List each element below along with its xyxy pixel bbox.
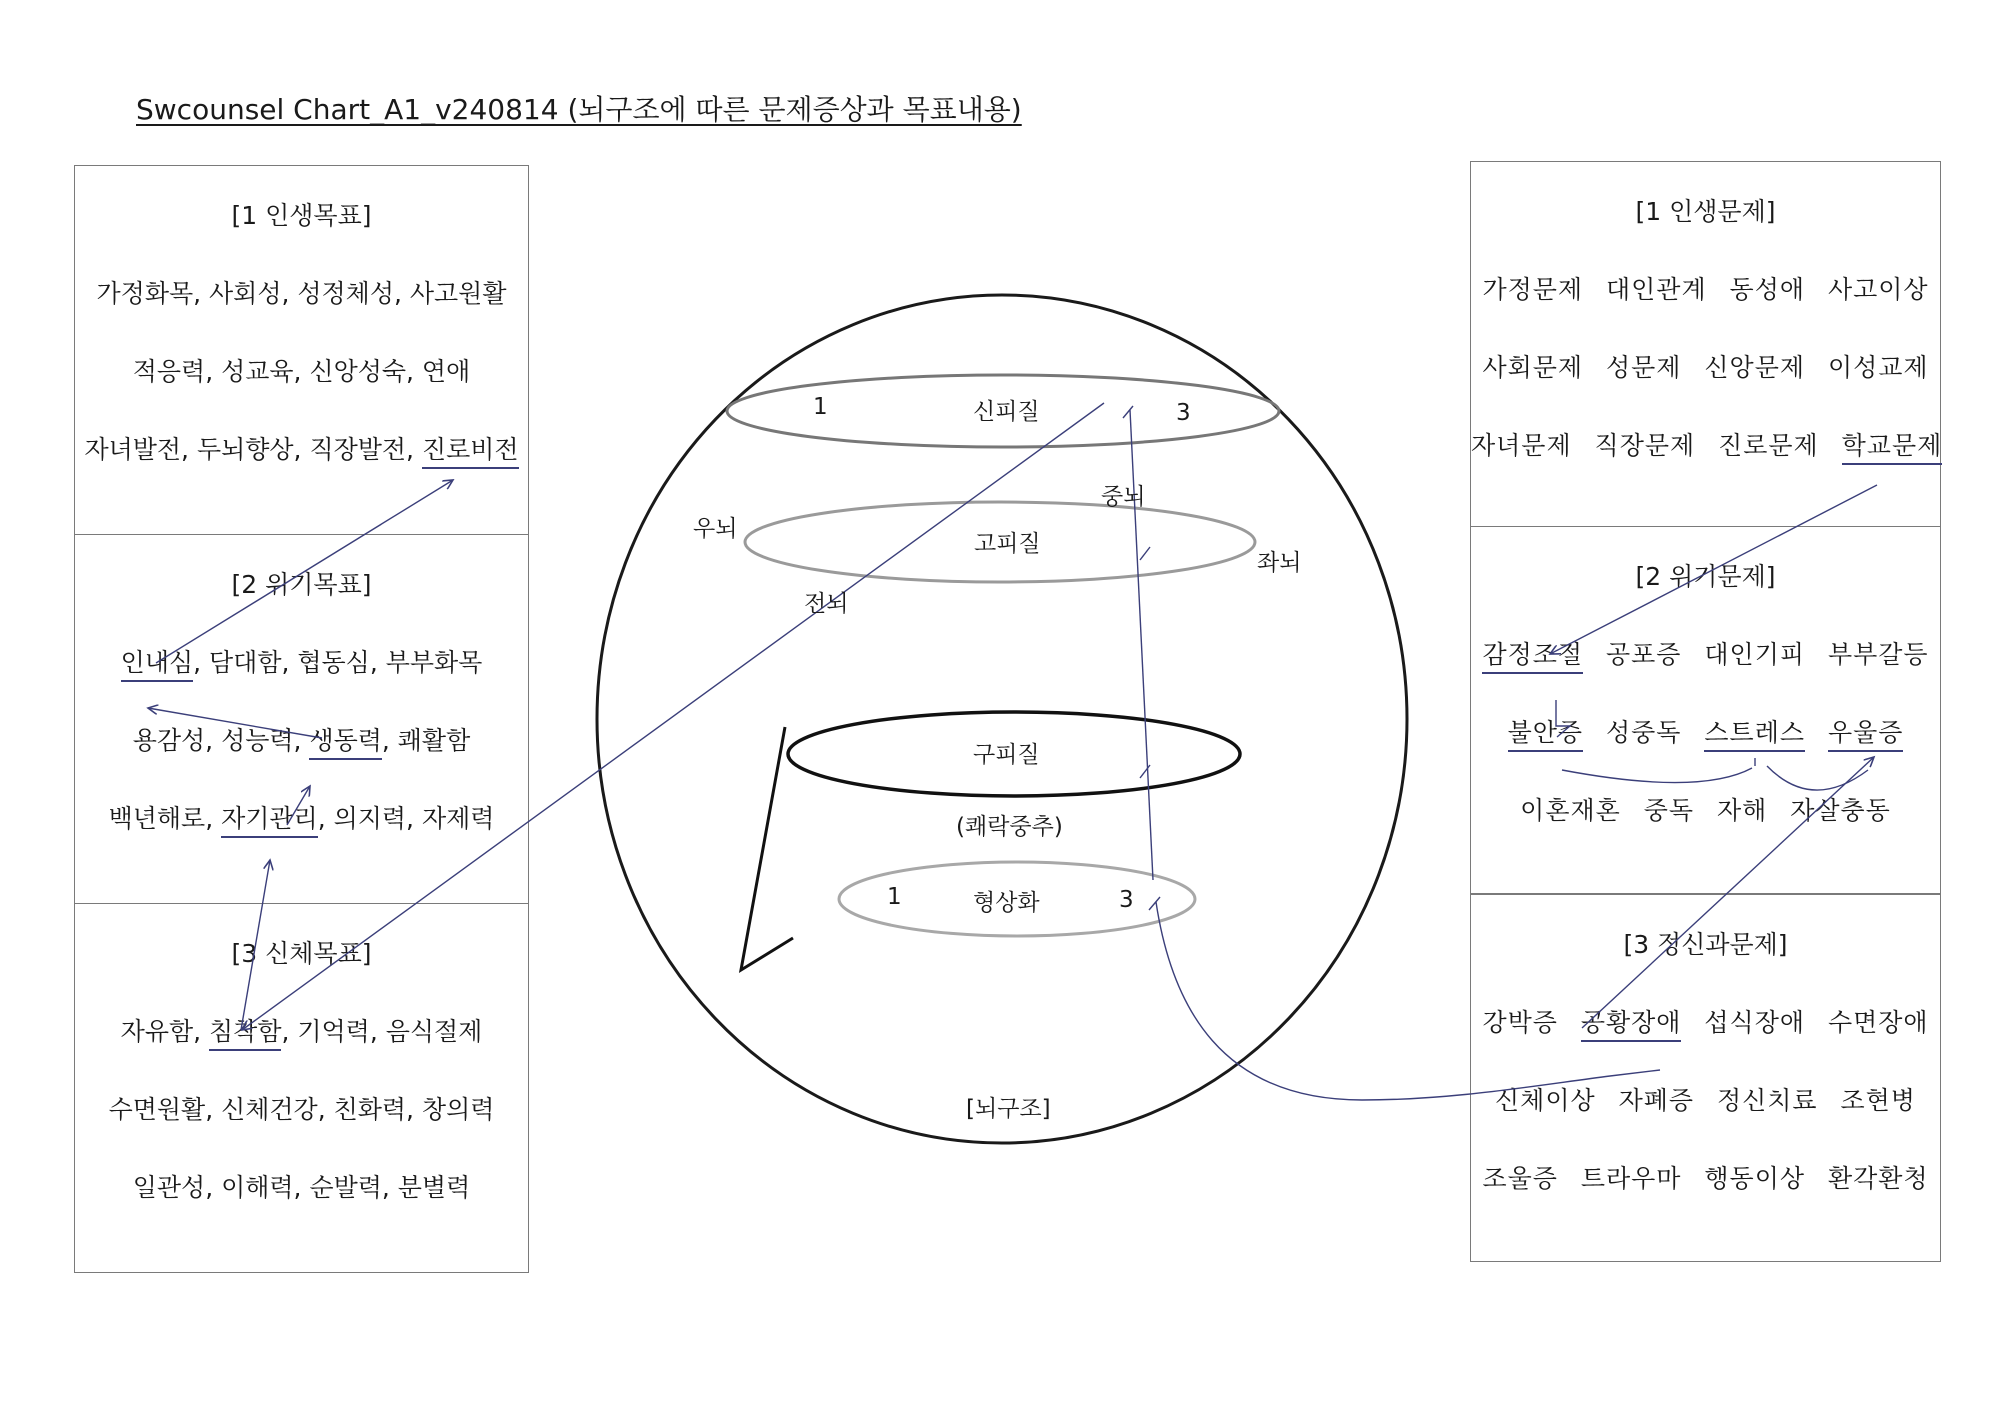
- vertical-link-tick: [1123, 406, 1133, 418]
- text-segment: , 기억력, 음식절제: [281, 1017, 483, 1046]
- vitality-to-patience-arrow: [148, 708, 322, 738]
- midbrain-label: 중뇌: [1101, 484, 1146, 510]
- underlined-keyword: 공황장애: [1581, 1008, 1682, 1042]
- paleocortex-label: 고피질: [974, 531, 1041, 557]
- underlined-keyword: 인내심: [121, 648, 193, 682]
- stress-depression-curve: [1767, 766, 1868, 790]
- panic-to-depression-arrow: [1582, 757, 1874, 1028]
- text-segment: 일관성, 이해력, 순발력, 분별력: [132, 1173, 471, 1202]
- text-segment: 자녀문제 직장문제 진로문제: [1471, 431, 1842, 460]
- imaging-bracket-stroke: [741, 727, 793, 970]
- imaging-num-right: 3: [1119, 887, 1134, 913]
- underlined-keyword: 감정조절: [1482, 640, 1583, 674]
- underlined-keyword: 불안증: [1508, 718, 1583, 752]
- underlined-keyword: 학교문제: [1842, 431, 1943, 465]
- calmness-to-selfcare-arrow: [241, 860, 270, 1030]
- neo-num-right: 3: [1176, 400, 1191, 426]
- emotion-to-anxiety-link: [1556, 700, 1570, 737]
- neocortex-label: 신피질: [973, 399, 1040, 425]
- neo-num-left: 1: [813, 394, 828, 420]
- forebrain-label: 전뇌: [804, 591, 849, 617]
- text-segment: , 의지력, 자제력: [317, 804, 495, 833]
- text-segment: 사회문제 성문제 신앙문제 이성교제: [1482, 353, 1929, 382]
- underlined-keyword: 자기관리: [221, 804, 318, 838]
- text-segment: 섭식장애 수면장애: [1681, 1008, 1929, 1037]
- underlined-keyword: 스트레스: [1704, 718, 1805, 752]
- anxiety-stress-curve: [1562, 768, 1752, 783]
- life-goals-heading: [1 인생목표]: [231, 201, 372, 230]
- text-segment: 강박증: [1482, 1008, 1581, 1037]
- right-brain-label: 우뇌: [693, 516, 738, 542]
- text-segment: 조울증 트라우마 행동이상 환각환청: [1482, 1164, 1929, 1193]
- underlined-keyword: 침착함: [209, 1017, 281, 1051]
- archicortex-label: 구피질: [973, 742, 1040, 768]
- underlined-keyword: 생동력: [309, 726, 381, 760]
- brain-structure-caption: [뇌구조]: [966, 1096, 1051, 1122]
- text-segment: , 담대함, 협동심, 부부화목: [193, 648, 483, 677]
- left-brain-label: 좌뇌: [1257, 550, 1302, 576]
- text-segment: 백년해로,: [108, 804, 222, 833]
- imaging-to-panic-curve: [1156, 902, 1660, 1100]
- pleasure-center-label: (쾌락중추): [956, 814, 1063, 840]
- text-segment: 이혼재혼 중독 자해 자살충동: [1520, 796, 1891, 825]
- text-segment: 용감성, 성능력,: [132, 726, 310, 755]
- imaging-label: 형상화: [973, 890, 1040, 916]
- vertical-link-tick: [1140, 547, 1150, 560]
- text-segment: 공포증 대인기피 부부갈등: [1583, 640, 1929, 669]
- crisis-problems-heading: [2 위기문제]: [1635, 562, 1776, 591]
- text-segment: 자유함,: [120, 1017, 210, 1046]
- text-segment: 신체이상 자폐증 정신치료 조현병: [1495, 1086, 1916, 1115]
- selfcare-to-vitality-arrow: [287, 786, 310, 825]
- underlined-keyword: 우울증: [1828, 718, 1903, 752]
- text-segment: 가정문제 대인관계 동성애 사고이상: [1482, 275, 1929, 304]
- patience-to-career-vision-arrow: [156, 480, 453, 663]
- school-to-emotion-arrow: [1550, 485, 1877, 654]
- text-segment: 적응력, 성교육, 신앙성숙, 연애: [132, 357, 471, 386]
- body-goals-heading: [3 신체목표]: [231, 939, 372, 968]
- text-segment: 자녀발전, 두뇌향상, 직장발전,: [84, 435, 422, 464]
- vertical-link-tick: [1149, 897, 1160, 910]
- text-segment: , 쾌활함: [381, 726, 471, 755]
- crisis-goals-heading: [2 위기목표]: [231, 570, 372, 599]
- imaging-num-left: 1: [887, 884, 902, 910]
- text-segment: 가정화목, 사회성, 성정체성, 사고원활: [96, 279, 507, 308]
- chart-title: Swcounsel Chart_A1_v240814 (뇌구조에 따른 문제증상과 목표내용): [136, 93, 1022, 126]
- text-segment: 수면원활, 신체건강, 친화력, 창의력: [108, 1095, 495, 1124]
- text-segment: 성중독: [1583, 718, 1705, 747]
- psychiatric-problems-heading: [3 정신과문제]: [1623, 930, 1788, 959]
- life-problems-heading: [1 인생문제]: [1635, 197, 1776, 226]
- underlined-keyword: 진로비전: [422, 435, 519, 469]
